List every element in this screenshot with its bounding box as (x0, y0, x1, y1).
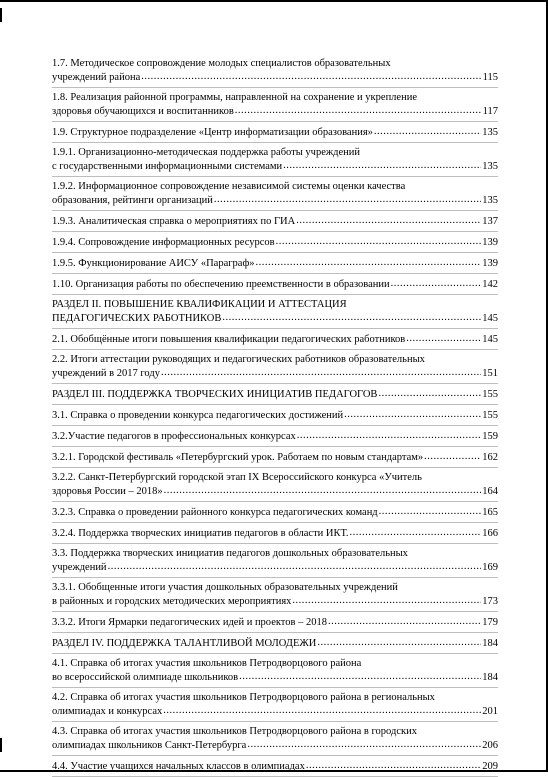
toc-entry-page-number: 155 (482, 389, 498, 400)
toc-entry (52, 654, 498, 688)
toc-entry-leader-line (52, 277, 498, 291)
toc-entry-title: образования, рейтинги организаций (52, 195, 213, 206)
toc-entry-leader-line (52, 332, 498, 346)
toc-entry-title-line: 2.2. Итоги аттестации руководящих и педагогических работников образовательных (52, 354, 425, 365)
dot-leader (344, 408, 481, 418)
toc-entry-title-line: 3.3.1. Обобщенные итоги участия дошкольных образовательных учреждений (52, 582, 398, 593)
toc-entry (52, 405, 498, 426)
toc-entry-page-number: 117 (482, 106, 498, 117)
toc-entry-title: учреждений района (52, 72, 141, 83)
toc-entry-page-number: 139 (482, 237, 498, 248)
dot-leader (164, 484, 482, 494)
page-edge-mark (0, 738, 2, 752)
toc-entry-leader-line (52, 636, 498, 650)
dot-leader (214, 193, 481, 203)
dot-leader (374, 125, 481, 135)
toc-entry (52, 211, 498, 232)
toc-entry-page-number: 209 (482, 761, 498, 772)
toc-entry-title: 1.9. Структурное подразделение «Центр информатизации образования» (52, 127, 373, 138)
toc-entry-leader-line (52, 159, 498, 173)
toc-entry-leader-line (52, 70, 498, 84)
toc-entry-leader-line (52, 450, 498, 464)
table-of-contents (52, 57, 498, 777)
toc-entry (52, 502, 498, 523)
toc-entry-title: 3.2.3. Справка о проведении районного конкурса педагогических команд (52, 507, 378, 518)
dot-leader (306, 759, 481, 769)
toc-entry-page-number: 184 (482, 638, 498, 649)
toc-entry-title: РАЗДЕЛ IV. ПОДДЕРЖКА ТАЛАНТЛИВОЙ МОЛОДЕЖИ (52, 638, 317, 649)
toc-entry-title-line: 1.9.2. Информационное сопровождение независимой системы оценки качества (52, 181, 406, 192)
toc-entry-title: 1.9.4. Сопровождение информационных ресурсов (52, 237, 275, 248)
toc-entry-title: 2.1. Обобщённые итоги повышения квалификации педагогических работников (52, 334, 406, 345)
toc-entry-title: 1.9.3. Аналитическая справка о мероприятиях по ГИА (52, 216, 296, 227)
toc-entry-leader-line (52, 505, 498, 519)
toc-entry (52, 468, 498, 502)
toc-entry (52, 688, 498, 722)
toc-entry-page-number: 169 (482, 562, 498, 573)
toc-entry-page-number: 139 (482, 258, 498, 269)
toc-entry-leader-line (52, 484, 498, 498)
dot-leader (391, 277, 482, 287)
dot-leader (406, 332, 481, 342)
toc-entry (52, 523, 498, 544)
dot-leader (350, 526, 482, 536)
toc-entry-title: 3.2.4. Поддержка творческих инициатив педагогов в области ИКТ. (52, 528, 349, 539)
dot-leader (378, 387, 481, 397)
toc-entry-title: 1.10. Организация работы по обеспечению преемственности в образовании (52, 279, 390, 290)
toc-entry-title: с государственными информационными системами (52, 161, 283, 172)
dot-leader (297, 429, 481, 439)
toc-entry-page-number: 151 (482, 368, 498, 379)
toc-entry-leader-line (52, 214, 498, 228)
toc-entry-leader-line (52, 615, 498, 629)
toc-entry-leader-line (52, 311, 498, 325)
toc-entry-title-line: 1.7. Методическое сопровождение молодых специалистов образовательных (52, 58, 391, 69)
toc-entry (52, 57, 498, 88)
toc-entry-leader-line (52, 704, 498, 718)
toc-entry-page-number: 166 (482, 528, 498, 539)
toc-entry-leader-line (52, 526, 498, 540)
dot-leader (108, 560, 482, 570)
toc-entry-title-line: РАЗДЕЛ II. ПОВЫШЕНИЕ КВАЛИФИКАЦИИ И АТТЕСТАЦИЯ (52, 299, 347, 310)
toc-entry (52, 88, 498, 122)
toc-entry-title: учреждений в 2017 году (52, 368, 160, 379)
dot-leader (235, 104, 482, 114)
dot-leader (317, 636, 481, 646)
toc-entry-leader-line (52, 560, 498, 574)
toc-entry-title: 3.1. Справка о проведении конкурса педагогических достижений (52, 410, 344, 421)
dot-leader (239, 670, 481, 680)
toc-entry-title-line: 3.3. Поддержка творческих инициатив педагогов дошкольных образовательных (52, 548, 408, 559)
toc-entry (52, 274, 498, 295)
toc-entry (52, 122, 498, 143)
dot-leader (379, 505, 482, 515)
dot-leader (247, 738, 481, 748)
toc-entry (52, 253, 498, 274)
toc-entry-title: в районных и городских методических мероприятиях (52, 596, 292, 607)
dot-leader (424, 450, 481, 460)
toc-entry-page-number: 165 (482, 507, 498, 518)
dot-leader (292, 594, 481, 604)
toc-entry-title: здоровья обучающихся и воспитанников (52, 106, 234, 117)
dot-leader (276, 235, 482, 245)
toc-entry (52, 329, 498, 350)
toc-entry-title-line: 1.9.1. Организационно-методическая поддержка работы учреждений (52, 147, 360, 158)
toc-entry-leader-line (52, 429, 498, 443)
toc-entry-title: олимпиадах школьников Санкт-Петербурга (52, 740, 247, 751)
toc-entry-leader-line (52, 408, 498, 422)
toc-entry-page-number: 135 (482, 195, 498, 206)
dot-leader (222, 311, 481, 321)
toc-entry-title: РАЗДЕЛ III. ПОДДЕРЖКА ТВОРЧЕСКИХ ИНИЦИАТИВ ПЕДАГОГОВ (52, 389, 378, 400)
toc-entry-page-number: 135 (482, 127, 498, 138)
toc-entry (52, 384, 498, 405)
toc-entry-leader-line (52, 759, 498, 773)
toc-entry-title: 1.9.5. Функционирование АИСУ «Параграф» (52, 258, 255, 269)
toc-entry-leader-line (52, 125, 498, 139)
toc-entry (52, 295, 498, 329)
toc-entry-page-number: 142 (482, 279, 498, 290)
toc-entry-title: 3.2.Участие педагогов в профессиональных конкурсах (52, 431, 296, 442)
toc-entry (52, 633, 498, 654)
toc-entry-leader-line (52, 256, 498, 270)
dot-leader (283, 159, 481, 169)
toc-entry (52, 722, 498, 756)
toc-entry-leader-line (52, 670, 498, 684)
toc-entry-leader-line (52, 193, 498, 207)
toc-entry-title-line: 1.8. Реализация районной программы, направленной на сохранение и укрепление (52, 92, 417, 103)
dot-leader (141, 70, 481, 80)
toc-entry-page-number: 137 (482, 216, 498, 227)
toc-entry-page-number: 155 (482, 410, 498, 421)
toc-entry-page-number: 145 (482, 334, 498, 345)
toc-entry-page-number: 173 (482, 596, 498, 607)
dot-leader (163, 704, 481, 714)
toc-entry-leader-line (52, 387, 498, 401)
toc-entry (52, 232, 498, 253)
toc-entry-page-number: 206 (482, 740, 498, 751)
toc-entry-title: учреждений (52, 562, 107, 573)
page-edge-mark (0, 8, 2, 22)
toc-entry-leader-line (52, 366, 498, 380)
toc-entry (52, 426, 498, 447)
toc-entry-page-number: 201 (482, 706, 498, 717)
toc-entry-page-number: 115 (482, 72, 498, 83)
toc-entry (52, 612, 498, 633)
toc-entry-page-number: 184 (482, 672, 498, 683)
toc-entry-title: 3.3.2. Итоги Ярмарки педагогических идей и проектов – 2018 (52, 617, 327, 628)
toc-entry-title: здоровья России – 2018» (52, 486, 163, 497)
toc-entry (52, 756, 498, 777)
toc-entry (52, 578, 498, 612)
toc-entry-leader-line (52, 738, 498, 752)
toc-entry-title-line: 4.1. Справка об итогах участия школьников Петродворцового района (52, 658, 362, 669)
toc-entry (52, 544, 498, 578)
dot-leader (256, 256, 482, 266)
dot-leader (296, 214, 481, 224)
toc-entry-leader-line (52, 235, 498, 249)
toc-entry-page-number: 135 (482, 161, 498, 172)
toc-entry-page-number: 179 (482, 617, 498, 628)
toc-entry-title-line: 4.3. Справка об итогах участия школьников Петродворцового района в городских (52, 726, 417, 737)
toc-entry-title: олимпиадах и конкурсах (52, 706, 163, 717)
toc-entry-page-number: 164 (482, 486, 498, 497)
toc-entry-title-line: 4.2. Справка об итогах участия школьников Петродворцового района в региональных (52, 692, 435, 703)
toc-entry (52, 350, 498, 384)
toc-entry-page-number: 145 (482, 313, 498, 324)
toc-entry-title: ПЕДАГОГИЧЕСКИХ РАБОТНИКОВ (52, 313, 222, 324)
toc-entry-title: 3.2.1. Городской фестиваль «Петербургский урок. Работаем по новым стандартам» (52, 452, 424, 463)
dot-leader (161, 366, 481, 376)
toc-entry-title: 4.4. Участие учащихся начальных классов в олимпиадах (52, 761, 305, 772)
toc-entry-title: во всероссийской олимпиаде школьников (52, 672, 239, 683)
toc-entry-leader-line (52, 594, 498, 608)
toc-entry-title-line: 3.2.2. Санкт-Петербургский городской этап IX Всероссийского конкурса «Учитель (52, 472, 422, 483)
toc-entry (52, 177, 498, 211)
toc-entry-page-number: 162 (482, 452, 498, 463)
toc-entry (52, 143, 498, 177)
dot-leader (328, 615, 481, 625)
toc-entry-page-number: 159 (482, 431, 498, 442)
toc-entry-leader-line (52, 104, 498, 118)
toc-entry (52, 447, 498, 468)
